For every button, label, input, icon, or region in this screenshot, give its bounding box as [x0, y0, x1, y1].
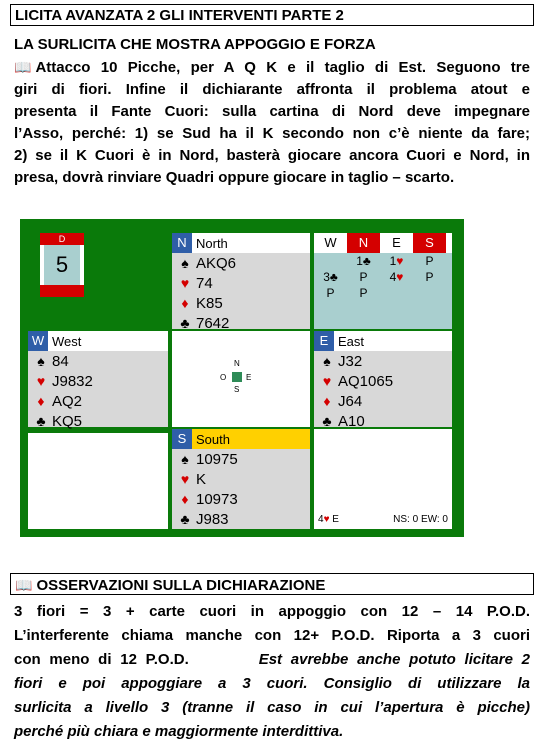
bid: 1♥: [389, 254, 404, 268]
club-icon: ♣: [36, 413, 46, 429]
heart-icon: ♥: [180, 471, 190, 487]
club-icon: ♣: [322, 413, 332, 429]
obs-line-4: fiori e poi appoggiare a 3 cuori. Consiglio di utilizzare la: [14, 675, 530, 692]
vulnerable-bar: [40, 285, 84, 297]
bid: [380, 285, 413, 301]
club-icon: ♣: [180, 315, 190, 331]
observations-paragraph: [14, 600, 530, 744]
auction-header-north: N: [347, 233, 380, 253]
auction-box: [314, 233, 452, 329]
heart-icon: ♥: [323, 514, 330, 525]
east-clubs: A10: [338, 412, 365, 430]
south-spades: 10975: [196, 450, 238, 468]
seat-south-badge: S: [172, 429, 192, 449]
north-hand: [172, 233, 310, 332]
west-name: West: [52, 333, 82, 349]
heart-icon: ♥: [396, 270, 404, 284]
west-hand: [28, 331, 168, 430]
club-icon: ♣: [362, 254, 371, 268]
diamond-icon: ♦: [323, 393, 331, 409]
club-icon: ♣: [329, 270, 338, 284]
bid: P: [425, 254, 434, 268]
spade-icon: ♠: [37, 353, 45, 369]
intro-line-5: 2) se il K Cuori è in Nord, basterà giocare ancora Cuori e Nord, in: [14, 147, 530, 164]
east-spades: J32: [338, 352, 363, 370]
compass-dot: [232, 372, 242, 382]
compass: [218, 359, 258, 399]
diamond-icon: ♦: [181, 491, 189, 507]
auction-header-west: W: [324, 235, 337, 250]
table-center: [172, 331, 310, 427]
south-hand: [172, 429, 310, 529]
bid: 3♣: [323, 270, 338, 284]
north-name: North: [196, 235, 228, 251]
heart-icon: ♥: [36, 373, 46, 389]
bid: 1♣: [356, 254, 371, 268]
south-clubs: J983: [196, 510, 229, 528]
observations-title: 📖 OSSERVAZIONI SULLA DICHIARAZIONE: [10, 573, 534, 595]
bid: P: [359, 270, 368, 284]
east-name: East: [338, 333, 365, 349]
score: NS: 0 EW: 0: [393, 514, 448, 525]
east-diamonds: J64: [338, 392, 363, 410]
compass-west: O: [220, 373, 227, 382]
south-hearts: K: [196, 470, 207, 488]
section-subtitle: LA SURLICITA CHE MOSTRA APPOGGIO E FORZA: [14, 36, 376, 53]
empty-panel: [28, 433, 168, 529]
diamond-icon: ♦: [37, 393, 45, 409]
bid: P: [326, 286, 335, 300]
heart-icon: ♥: [322, 373, 332, 389]
diamond-icon: ♦: [181, 295, 189, 311]
board-number-box: [40, 233, 84, 297]
north-spades: AKQ6: [196, 254, 237, 272]
bid: 4♥: [389, 270, 404, 284]
south-diamonds: 10973: [196, 490, 238, 508]
result-box: [314, 429, 452, 529]
auction-header-east: E: [392, 235, 401, 250]
north-diamonds: K85: [196, 294, 223, 312]
obs-line-3: con meno di 12 P.O.D. Est avrebbe anche potuto licitare 2: [14, 651, 530, 668]
heart-icon: ♥: [396, 254, 404, 268]
obs-line-6: perché più chiara e maggiormente interdittiva.: [14, 723, 344, 740]
west-hearts: J9832: [52, 372, 93, 390]
intro-line-3: presenta il Fante Cuori: sulla cartina di Nord deve impegnare: [14, 103, 530, 120]
compass-south: S: [234, 385, 240, 394]
bridge-board: [20, 219, 464, 537]
obs-line-1: 3 fiori = 3 + carte cuori in appoggio con 12 – 14 P.O.D.: [14, 603, 530, 620]
obs-line-2: L’interferente chiama manche con 12+ P.O.D. Riporta a 3 cuori: [14, 627, 530, 644]
north-hearts: 74: [196, 274, 213, 292]
spade-icon: ♠: [323, 353, 331, 369]
seat-north-badge: N: [172, 233, 192, 253]
bid: P: [359, 286, 368, 300]
east-hearts: AQ1065: [338, 372, 394, 390]
north-clubs: 7642: [196, 314, 230, 332]
page-title: LICITA AVANZATA 2 GLI INTERVENTI PARTE 2: [10, 4, 534, 26]
intro-line-2: giri di fiori. Infine il dichiarante affronta il problema atout e: [14, 81, 530, 98]
board-number: 5: [44, 245, 80, 285]
seat-east-badge: E: [314, 331, 334, 351]
seat-west-badge: W: [28, 331, 48, 351]
bid: P: [425, 270, 434, 284]
compass-north: N: [234, 359, 240, 368]
auction-bids: [314, 253, 452, 301]
open-book-icon: 📖: [14, 59, 32, 75]
heart-icon: ♥: [180, 275, 190, 291]
auction-header-south: S: [413, 233, 446, 253]
bid: [413, 285, 446, 301]
compass-east: E: [246, 373, 252, 382]
spade-icon: ♠: [181, 255, 189, 271]
spade-icon: ♠: [181, 451, 189, 467]
south-name: South: [196, 431, 230, 447]
open-book-icon: 📖: [15, 577, 33, 593]
intro-paragraph: [14, 56, 530, 189]
intro-line-1: 📖 Attacco 10 Picche, per A Q K e il taglio di Est. Seguono tre: [14, 56, 530, 79]
intro-line-6: presa, dovrà rinviare Quadri oppure giocare in taglio – scarto.: [14, 169, 455, 186]
obs-line-5: surlicita a livello 3 (tranne il caso in cui l’apertura è picche): [14, 699, 530, 716]
east-hand: [314, 331, 452, 430]
west-spades: 84: [52, 352, 69, 370]
bid: [314, 253, 347, 269]
contract: 4♥ E: [318, 514, 339, 525]
intro-line-4: l’Asso, perché: 1) se Sud ha il K secondo non c’è niente da fare;: [14, 125, 530, 142]
club-icon: ♣: [180, 511, 190, 527]
west-diamonds: AQ2: [52, 392, 83, 410]
dealer-label: D: [40, 233, 84, 245]
west-clubs: KQ5: [52, 412, 83, 430]
